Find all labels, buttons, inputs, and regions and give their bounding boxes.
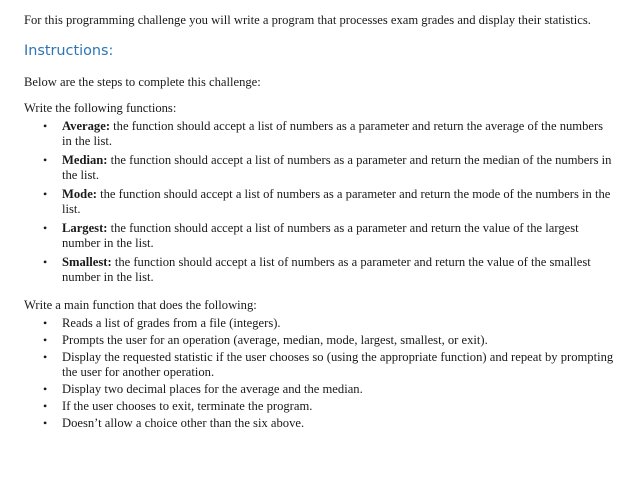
function-description: the function should accept a list of numbers as a parameter and return the average of the numbers in the list. xyxy=(62,119,604,148)
list-item xyxy=(43,399,614,414)
bullet-icon: • xyxy=(43,255,48,269)
function-term: Largest: xyxy=(62,221,108,235)
list-item xyxy=(43,316,614,331)
function-description: the function should accept a list of numbers as a parameter and return the median of the numbers in the list. xyxy=(62,153,612,182)
function-description: the function should accept a list of numbers as a parameter and return the value of the smallest number in the list. xyxy=(62,255,591,284)
function-description: the function should accept a list of numbers as a parameter and return the value of the largest number in the list. xyxy=(62,221,579,250)
list-item xyxy=(43,119,614,149)
bullet-icon: • xyxy=(43,382,48,396)
main-item-text: If the user chooses to exit, terminate the program. xyxy=(62,399,313,413)
main-item-text: Reads a list of grades from a file (integers). xyxy=(62,316,281,330)
functions-intro: Write the following functions: xyxy=(24,101,177,115)
main-item-text: Display the requested statistic if the user chooses so (using the appropriate function) and repeat by prompting the user for another operation. xyxy=(62,350,614,379)
main-item-text: Doesn’t allow a choice other than the six above. xyxy=(62,416,305,430)
function-description: the function should accept a list of numbers as a parameter and return the mode of the numbers in the list. xyxy=(62,187,611,216)
function-term: Average: xyxy=(62,119,111,133)
function-term: Median: xyxy=(62,153,108,167)
instructions-heading: Instructions: xyxy=(24,43,114,59)
list-item xyxy=(43,255,614,285)
bullet-icon: • xyxy=(43,221,48,235)
list-item xyxy=(43,416,614,431)
document-page xyxy=(24,13,614,433)
main-item-text: Display two decimal places for the average and the median. xyxy=(62,382,363,396)
list-item xyxy=(43,382,614,397)
bullet-icon: • xyxy=(43,153,48,167)
list-item xyxy=(43,153,614,183)
bullet-icon: • xyxy=(43,119,48,133)
function-term: Mode: xyxy=(62,187,97,201)
bullet-icon: • xyxy=(43,416,48,430)
functions-list xyxy=(24,119,614,285)
intro-paragraph: For this programming challenge you will write a program that processes exam grades and display their statistics. xyxy=(24,13,591,27)
list-item xyxy=(43,333,614,348)
main-function-intro: Write a main function that does the following: xyxy=(24,298,257,312)
bullet-icon: • xyxy=(43,333,48,347)
bullet-icon: • xyxy=(43,187,48,201)
bullet-icon: • xyxy=(43,399,48,413)
main-item-text: Prompts the user for an operation (average, median, mode, largest, smallest, or exit). xyxy=(62,333,488,347)
steps-intro: Below are the steps to complete this challenge: xyxy=(24,75,261,89)
bullet-icon: • xyxy=(43,350,48,364)
function-term: Smallest: xyxy=(62,255,112,269)
bullet-icon: • xyxy=(43,316,48,330)
list-item xyxy=(43,221,614,251)
list-item xyxy=(43,350,614,380)
list-item xyxy=(43,187,614,217)
main-function-list xyxy=(24,316,614,431)
